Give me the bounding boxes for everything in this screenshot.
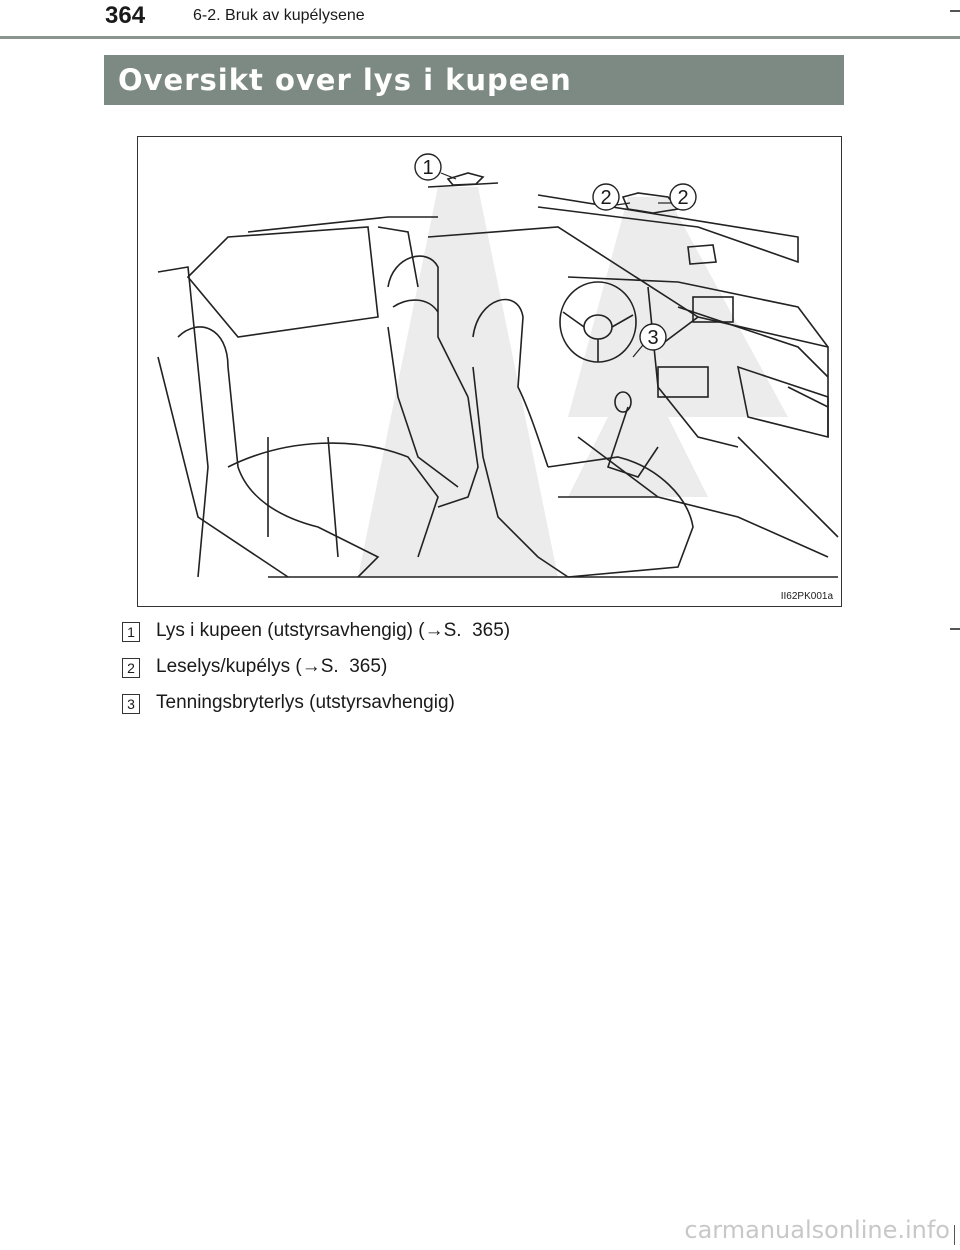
legend-text: Tenningsbryterlys (utstyrsavhengig) <box>156 692 455 713</box>
legend-item <box>122 618 822 654</box>
running-head: 6-2. Bruk av kupélysene <box>193 7 365 24</box>
legend-marker: 2 <box>122 658 140 678</box>
figure-code: II62PK001a <box>780 591 833 602</box>
legend-item <box>122 690 822 726</box>
legend-item <box>122 654 822 690</box>
crop-mark <box>950 628 960 630</box>
callout-2b-label: 2 <box>677 187 689 209</box>
section-banner <box>104 55 844 105</box>
callout-1-label: 1 <box>422 157 434 179</box>
section-title: Oversikt over lys i kupeen <box>118 63 572 97</box>
crop-mark <box>954 1225 955 1245</box>
interior-lights-figure <box>137 136 842 607</box>
light-beam-1 <box>358 187 558 577</box>
watermark: carmanualsonline.info <box>684 1216 950 1244</box>
legend-marker: 1 <box>122 622 140 642</box>
callout-2a-label: 2 <box>600 187 612 209</box>
callout-3-label: 3 <box>647 327 659 349</box>
legend-text: Leselys/kupélys (→S. 365) <box>156 656 388 677</box>
header-rule <box>0 36 960 39</box>
crop-mark <box>950 10 960 12</box>
legend <box>122 618 822 726</box>
legend-text: Lys i kupeen (utstyrsavhengig) (→S. 365) <box>156 620 511 641</box>
car-interior-illustration <box>138 137 841 606</box>
legend-marker: 3 <box>122 694 140 714</box>
page-number: 364 <box>105 2 146 29</box>
